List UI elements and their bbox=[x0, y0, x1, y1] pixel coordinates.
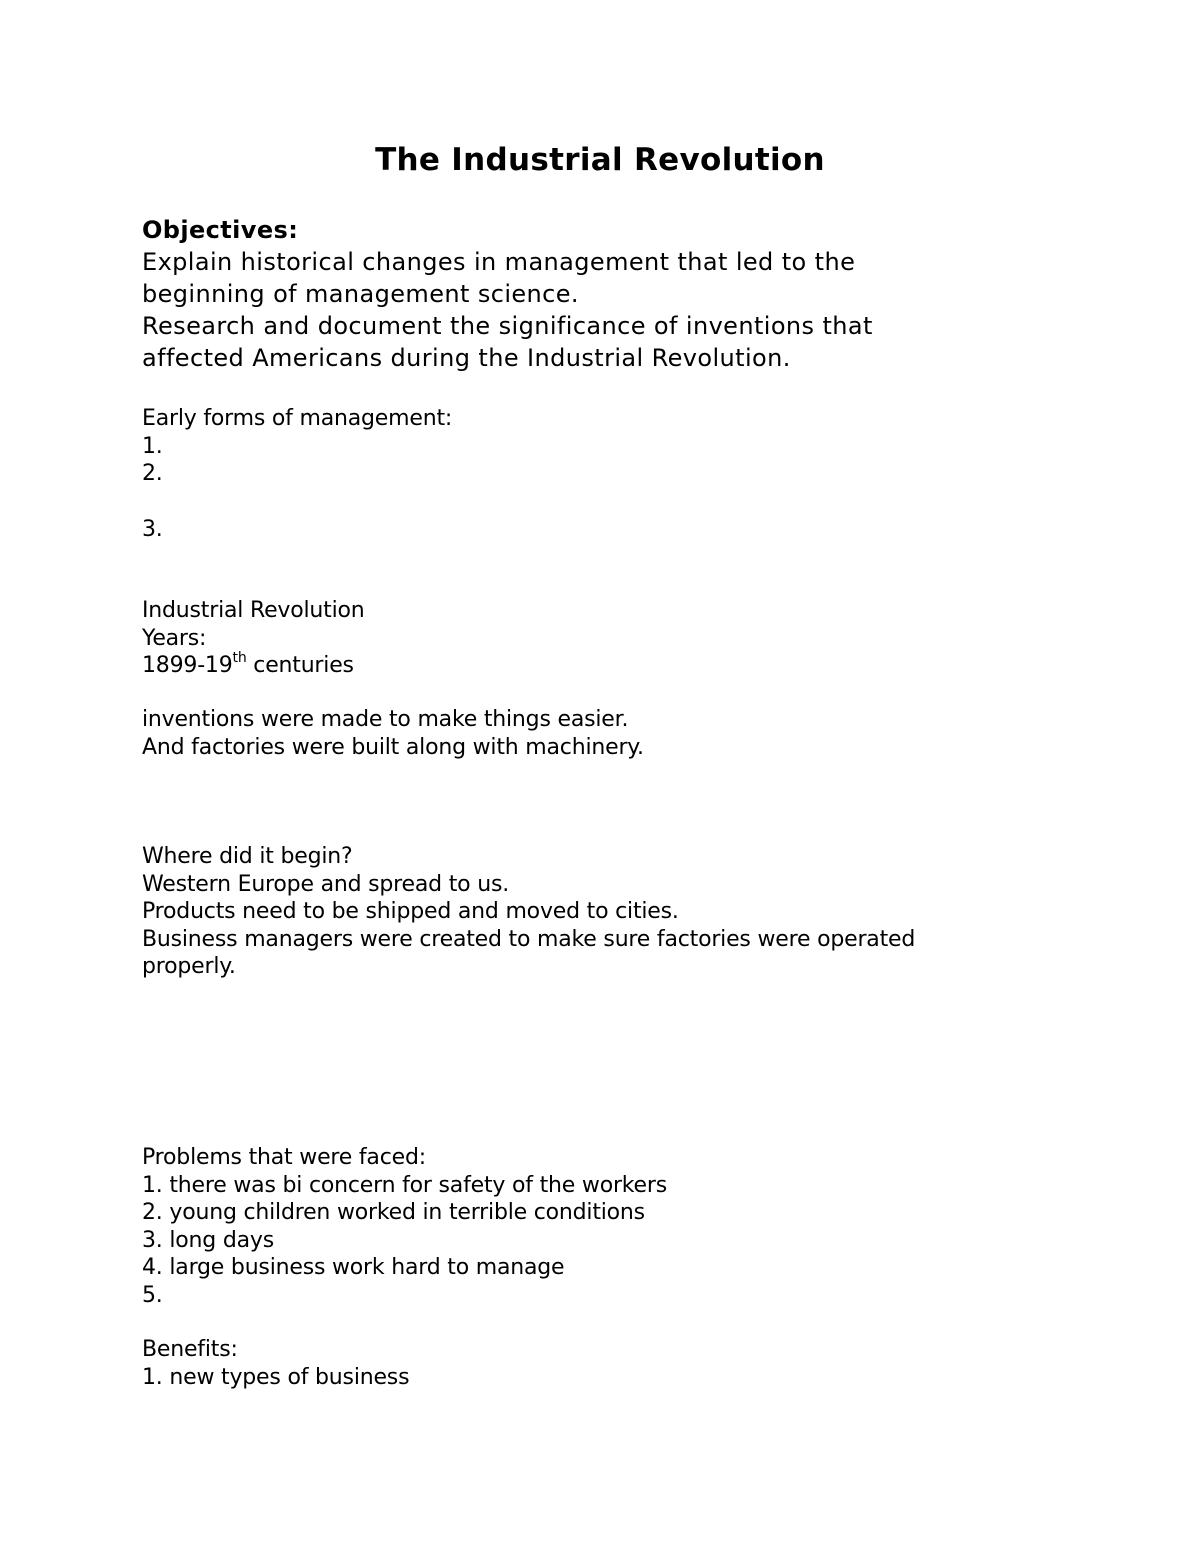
problems-item: 5. bbox=[142, 1282, 163, 1308]
where-begin-line: Western Europe and spread to us. bbox=[142, 871, 509, 897]
document-title: The Industrial Revolution bbox=[375, 142, 825, 178]
years-value-sup: th bbox=[232, 649, 247, 666]
early-forms-item: 3. bbox=[142, 517, 163, 542]
problems-item: 3. long days bbox=[142, 1227, 274, 1253]
industrial-revolution-heading: Industrial Revolution bbox=[142, 598, 365, 623]
early-forms-item: 1. bbox=[142, 433, 163, 459]
objectives-heading: Objectives: bbox=[142, 216, 299, 244]
benefits-item: 1. new types of business bbox=[142, 1364, 410, 1390]
objective-line: Research and document the significance of inventions that bbox=[142, 312, 873, 340]
industrial-revolution-line: inventions were made to make things easier. bbox=[142, 707, 629, 732]
benefits-section bbox=[142, 1336, 1042, 1391]
years-value bbox=[142, 649, 1042, 680]
problems-item: 1. there was bi concern for safety of the workers bbox=[142, 1172, 667, 1198]
industrial-revolution-notes bbox=[142, 706, 1042, 761]
industrial-revolution-section bbox=[142, 597, 1042, 680]
problems-item: 2. young children worked in terrible conditions bbox=[142, 1200, 645, 1225]
early-forms-section bbox=[142, 405, 1042, 488]
where-begin-section bbox=[142, 843, 1042, 981]
years-label: Years: bbox=[142, 625, 207, 651]
problems-item: 4. large business work hard to manage bbox=[142, 1255, 565, 1280]
industrial-revolution-line: And factories were built along with machinery. bbox=[142, 734, 644, 760]
objective-line: Explain historical changes in management that led to the bbox=[142, 248, 856, 276]
early-forms-item: 2. bbox=[142, 461, 163, 486]
early-forms-section-cont bbox=[142, 516, 1042, 544]
where-begin-line: Business managers were created to make sure factories were operated properly. bbox=[142, 926, 916, 979]
benefits-heading: Benefits: bbox=[142, 1337, 238, 1362]
years-value-prefix: 1899-19 bbox=[142, 653, 233, 678]
early-forms-heading: Early forms of management: bbox=[142, 406, 453, 431]
problems-section bbox=[142, 1144, 1042, 1309]
problems-heading: Problems that were faced: bbox=[142, 1145, 426, 1170]
where-begin-line: Products need to be shipped and moved to cities. bbox=[142, 899, 679, 924]
objective-line: affected Americans during the Industrial Revolution. bbox=[142, 344, 791, 372]
objective-line: beginning of management science. bbox=[142, 280, 579, 308]
where-begin-heading: Where did it begin? bbox=[142, 844, 353, 869]
objectives-section bbox=[142, 214, 1042, 374]
years-value-suffix: centuries bbox=[246, 653, 354, 678]
